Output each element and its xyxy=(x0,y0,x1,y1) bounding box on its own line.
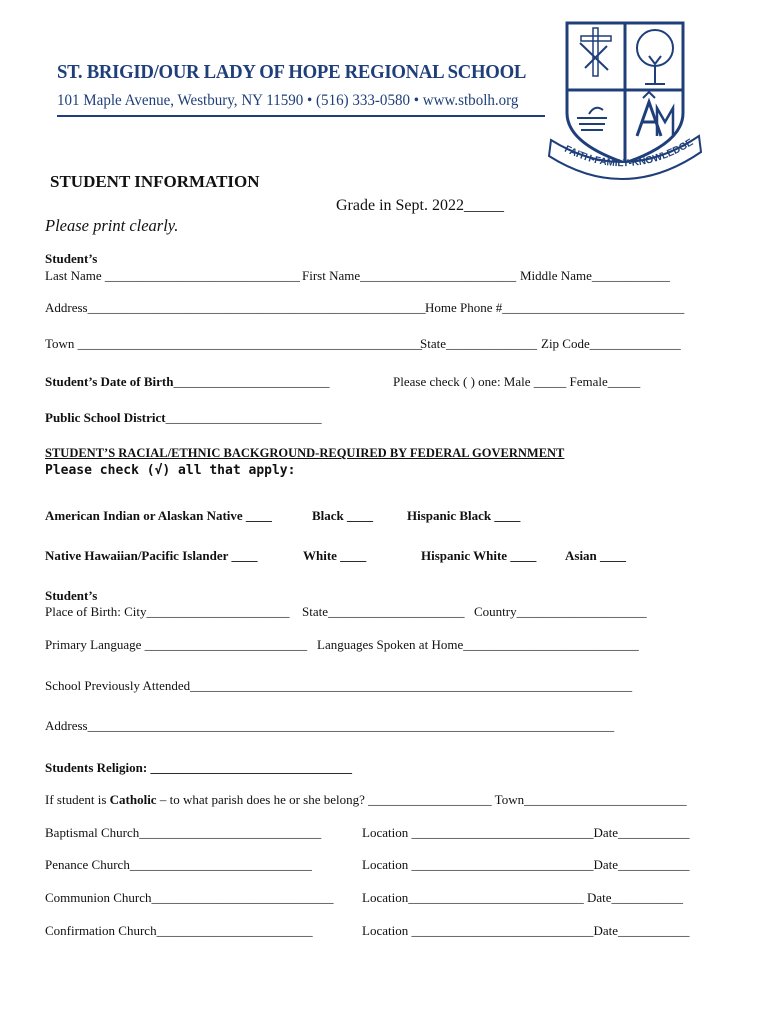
religion-label: Students Religion: xyxy=(45,760,151,775)
previous-school-address-field[interactable]: Address_________________________________________________________________________________ xyxy=(45,718,615,733)
languages-home-field[interactable]: Languages Spoken at Home___________________________ xyxy=(317,637,639,652)
dob-label: Student’s Date of Birth xyxy=(45,374,174,389)
header-divider xyxy=(57,115,545,117)
sex-check-field[interactable]: Please check ( ) one: Male _____ Female_____ xyxy=(393,374,641,389)
white-option[interactable]: White ____ xyxy=(303,548,367,563)
zip-field[interactable]: Zip Code______________ xyxy=(541,336,681,351)
catholic-prefix: If student is xyxy=(45,792,110,807)
ethnic-heading: STUDENT’S RACIAL/ETHNIC BACKGROUND-REQUIRED BY FEDERAL GOVERNMENT xyxy=(45,446,565,460)
print-note: Please print clearly. xyxy=(45,216,179,235)
address-field[interactable]: Address____________________________________________________ xyxy=(45,300,426,315)
district-label: Public School District xyxy=(45,410,166,425)
form-title: STUDENT INFORMATION xyxy=(50,172,260,191)
hispanic-white-option[interactable]: Hispanic White ____ xyxy=(421,548,537,563)
birth-country-field[interactable]: Country____________________ xyxy=(474,604,647,619)
birth-city-field[interactable]: Place of Birth: City______________________ xyxy=(45,604,290,619)
home-phone-field[interactable]: Home Phone #____________________________ xyxy=(425,300,685,315)
penance-church-field[interactable]: Penance Church____________________________ xyxy=(45,857,312,872)
middle-name-field[interactable]: Middle Name____________ xyxy=(520,268,670,283)
baptismal-church-field[interactable]: Baptismal Church____________________________ xyxy=(45,825,322,840)
communion-location-field[interactable]: Location___________________________ Date___________ xyxy=(362,890,683,905)
first-name-field[interactable]: First Name________________________ xyxy=(302,268,517,283)
birth-state-field[interactable]: State_____________________ xyxy=(302,604,465,619)
students-label: Student’s xyxy=(45,251,98,266)
school-crest-logo xyxy=(545,18,705,188)
dob-field[interactable]: ________________________ xyxy=(173,374,330,389)
students-label-2: Student’s xyxy=(45,588,98,603)
town-field[interactable]: Town _____________________________________________________ xyxy=(45,336,423,351)
penance-location-field[interactable]: Location ____________________________Date___________ xyxy=(362,857,690,872)
confirmation-location-field[interactable]: Location ____________________________Date___________ xyxy=(362,923,690,938)
crest-motto: FAITH-FAMILY-KNOWLEDGE xyxy=(562,137,696,170)
district-field[interactable]: ________________________ xyxy=(165,410,322,425)
previous-school-field[interactable]: School Previously Attended____________________________________________________________________ xyxy=(45,678,633,693)
hispanic-black-option[interactable]: Hispanic Black ____ xyxy=(407,508,521,523)
black-option[interactable]: Black ____ xyxy=(312,508,374,523)
check-all-note: Please check (√) all that apply: xyxy=(45,463,296,478)
native-hawaiian-option[interactable]: Native Hawaiian/Pacific Islander ____ xyxy=(45,548,258,563)
parish-field[interactable]: – to what parish does he or she belong? ___________________ Town_________________________ xyxy=(156,792,687,807)
communion-church-field[interactable]: Communion Church____________________________ xyxy=(45,890,334,905)
confirmation-church-field[interactable]: Confirmation Church________________________ xyxy=(45,923,313,938)
school-name: ST. BRIGID/OUR LADY OF HOPE REGIONAL SCHOOL xyxy=(57,62,527,83)
baptismal-location-field[interactable]: Location ____________________________Date___________ xyxy=(362,825,690,840)
state-field[interactable]: State______________ xyxy=(420,336,537,351)
grade-field[interactable]: Grade in Sept. 2022_____ xyxy=(336,197,504,214)
religion-field[interactable]: _______________________________ xyxy=(150,760,352,775)
asian-option[interactable]: Asian ____ xyxy=(565,548,627,563)
last-name-field[interactable]: Last Name ______________________________ xyxy=(45,268,300,283)
catholic-word: Catholic xyxy=(109,792,157,807)
american-indian-option[interactable]: American Indian or Alaskan Native ____ xyxy=(45,508,272,523)
primary-language-field[interactable]: Primary Language _________________________ xyxy=(45,637,308,652)
school-address: 101 Maple Avenue, Westbury, NY 11590 • (516) 333-0580 • www.stbolh.org xyxy=(57,92,519,109)
